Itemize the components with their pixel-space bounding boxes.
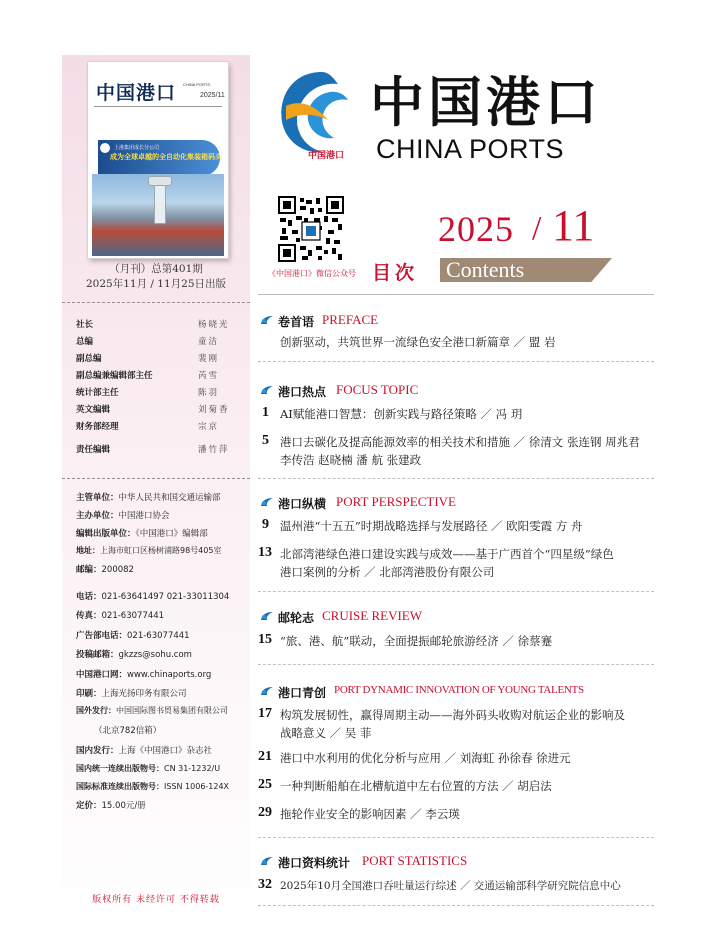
brand-title-en: CHINA PORTS — [376, 134, 565, 164]
page-number: 1 — [262, 405, 269, 420]
section-title-en: PORT PERSPECTIVE — [336, 494, 456, 509]
pub-domestic: 国内发行：上海《中国港口》杂志社 — [76, 746, 213, 756]
page-number: 32 — [258, 877, 272, 892]
header-rule — [258, 294, 654, 295]
responsible-editor — [76, 443, 236, 457]
pub-phone: 电话：021-63641497 021-33011304 — [76, 592, 230, 602]
toc-entry[interactable]: 港口中水利用的优化分析与应用 ／ 刘海虹 孙徐春 徐进元 — [280, 751, 571, 765]
page-number: 13 — [258, 545, 272, 560]
cover-title: 中国港口 — [96, 82, 177, 104]
pub-foreign-box: （北京782信箱） — [94, 726, 162, 736]
pub-foreign: 国外发行：中国国际图书贸易集团有限公司 — [76, 706, 228, 715]
issue-info — [62, 262, 250, 292]
cover-control-tower — [154, 180, 166, 224]
issue-info-line1: （月刊）总第401期 — [109, 263, 203, 275]
toc-entry[interactable]: 拖轮作业安全的影响因素 ／ 李云瑛 — [280, 807, 460, 821]
left-divider — [62, 302, 250, 303]
pub-address: 地址：上海市虹口区杨树浦路98号405室 — [76, 546, 222, 555]
cover-issue: 2025/11 — [200, 92, 225, 99]
pub-email: 投稿邮箱：gkzzs@sohu.com — [76, 650, 192, 660]
cover-banner-line1: 上港集团成长分公司 — [114, 145, 160, 151]
page-number: 25 — [258, 777, 272, 792]
staff-name: 裴刚 — [198, 354, 220, 364]
issue-slash: / — [532, 210, 542, 247]
contents-title-cn: 目次 — [372, 262, 419, 284]
page-number: 29 — [258, 805, 272, 820]
staff-label: 副总编兼编辑部主任 — [76, 371, 153, 381]
staff-name: 宗京 — [198, 422, 220, 432]
qr-label: 《中国港口》微信公众号 — [268, 269, 356, 278]
pub-sponsor: 主管单位：中华人民共和国交通运输部 — [76, 493, 221, 503]
toc-entry[interactable]: 2025年10月全国港口吞吐量运行综述 ／ 交通运输部科学研究院信息中心 — [280, 880, 621, 892]
section-title-cn: 港口热点 — [278, 385, 327, 399]
cover-divider — [94, 106, 222, 107]
pub-price: 定价：15.00元/册 — [76, 801, 146, 811]
toc-entry[interactable]: 一种判断船舶在北槽航道中左右位置的方法 ／ 胡启法 — [280, 779, 552, 793]
cover-logo-icon — [100, 143, 110, 153]
contents-title-en: Contents — [446, 257, 525, 282]
staff-label: 统计部主任 — [76, 388, 119, 398]
pub-printer: 印刷：上海光扬印务有限公司 — [76, 689, 187, 699]
pub-editor-unit: 编辑出版单位：《中国港口》编辑部 — [76, 529, 208, 539]
page-number: 5 — [262, 433, 269, 448]
issue-info-line2: 2025年11月 / 11月25日出版 — [85, 278, 227, 290]
toc-entry[interactable]: 构筑发展韧性，赢得周期主动——海外码头收购对航运企业的影响及 — [280, 708, 625, 722]
staff-name: 杨晓光 — [198, 320, 230, 330]
section-title-en: PREFACE — [322, 312, 379, 327]
staff-label: 英文编辑 — [76, 405, 111, 415]
staff-label: 财务部经理 — [76, 422, 119, 432]
section-title-cn: 港口青创 — [278, 686, 327, 700]
pub-host: 主办单位：中国港口协会 — [76, 511, 170, 521]
magazine-cover[interactable] — [88, 62, 228, 258]
section-title-en: FOCUS TOPIC — [336, 382, 419, 397]
china-ports-logo-icon — [272, 62, 372, 162]
page-number: 15 — [258, 632, 272, 647]
section-bullet-icon — [260, 686, 274, 696]
toc-entry[interactable]: 创新驱动，共筑世界一流绿色安全港口新篇章 ／ 盟 岩 — [280, 335, 556, 349]
staff-label: 副总编 — [76, 354, 102, 364]
section-divider — [258, 591, 654, 592]
cover-control-tower-top — [148, 176, 172, 186]
staff-name: 刘菊香 — [198, 405, 230, 415]
issue-month: 11 — [552, 201, 595, 250]
staff-name: 童洁 — [198, 337, 220, 347]
section-divider — [258, 478, 654, 479]
page-number: 17 — [258, 706, 272, 721]
staff-label: 社长 — [76, 320, 94, 330]
section-bullet-icon — [260, 315, 274, 325]
copyright-notice: 版权所有 未经许可 不得转载 — [92, 895, 220, 905]
toc-entry[interactable]: 北部湾港绿色港口建设实践与成效——基于广西首个“四星级”绿色 — [280, 547, 614, 561]
editor-name: 潘竹萍 — [198, 445, 230, 455]
section-divider — [258, 361, 654, 362]
issue-year: 2025 — [438, 209, 514, 249]
section-title-cn: 邮轮志 — [278, 611, 315, 625]
section-title-en: PORT DYNAMIC INNOVATION OF YOUNG TALENTS — [334, 684, 584, 696]
section-title-cn: 港口纵横 — [278, 497, 327, 511]
section-title-cn: 卷首语 — [278, 315, 315, 329]
left-divider — [62, 478, 250, 479]
pub-cn: 国内统一连续出版物号：CN 31-1232/U — [76, 764, 221, 773]
section-divider — [258, 664, 654, 665]
toc-entry-continued: 港口案例的分析 ／ 北部湾港股份有限公司 — [280, 565, 495, 579]
pub-fax: 传真：021-63077441 — [76, 611, 165, 621]
cover-banner-line2: 成为全球卓越的全自动化集装箱码头 — [110, 152, 222, 161]
staff-name: 芮雪 — [198, 371, 220, 381]
pub-website: 中国港口网：www.chinaports.org — [76, 670, 212, 680]
wechat-qr-code[interactable] — [278, 196, 344, 262]
toc-entry-continued: 战略意义 ／ 吴 菲 — [280, 726, 372, 740]
section-bullet-icon — [260, 611, 274, 621]
editor-label: 责任编辑 — [76, 445, 111, 455]
toc-entry[interactable]: 港口去碳化及提高能源效率的相关技术和措施 ／ 徐清文 张连钢 周兆君 — [280, 435, 640, 449]
section-title-en: PORT STATISTICS — [362, 853, 468, 868]
logo-small-title: 中国港口 — [308, 151, 345, 161]
brand-title-cn: 中国港口 — [370, 70, 602, 134]
section-title-cn: 港口资料统计 — [278, 856, 351, 870]
toc-entry[interactable]: 温州港“十五五”时期战略选择与发展路径 ／ 欧阳雯霞 方 舟 — [280, 519, 583, 533]
cover-title-en: CHINA PORTS — [183, 82, 211, 87]
pub-issn: 国际标准连续出版物号：ISSN 1006-124X — [76, 782, 230, 791]
section-divider — [258, 905, 654, 906]
pub-postcode: 邮编：200082 — [76, 565, 134, 575]
staff-name: 陈羽 — [198, 388, 220, 398]
section-bullet-icon — [260, 385, 274, 395]
page-number: 9 — [262, 517, 269, 532]
section-divider — [258, 837, 654, 838]
toc-entry[interactable]: “旅、港、航”联动，全面提振邮轮旅游经济 ／ 徐蔡蹇 — [280, 634, 553, 648]
section-title-en: CRUISE REVIEW — [322, 608, 423, 623]
toc-entry-continued: 李传浩 赵晓楠 潘 航 张建政 — [280, 453, 422, 467]
staff-label: 总编 — [76, 337, 94, 347]
section-bullet-icon — [260, 497, 274, 507]
page-number: 21 — [258, 749, 272, 764]
staff-list — [76, 318, 236, 458]
section-bullet-icon — [260, 856, 274, 866]
pub-ad-phone: 广告部电话：021-63077441 — [76, 631, 190, 641]
toc-entry[interactable]: AI赋能港口智慧：创新实践与路径策略 ／ 冯 玥 — [280, 407, 523, 421]
